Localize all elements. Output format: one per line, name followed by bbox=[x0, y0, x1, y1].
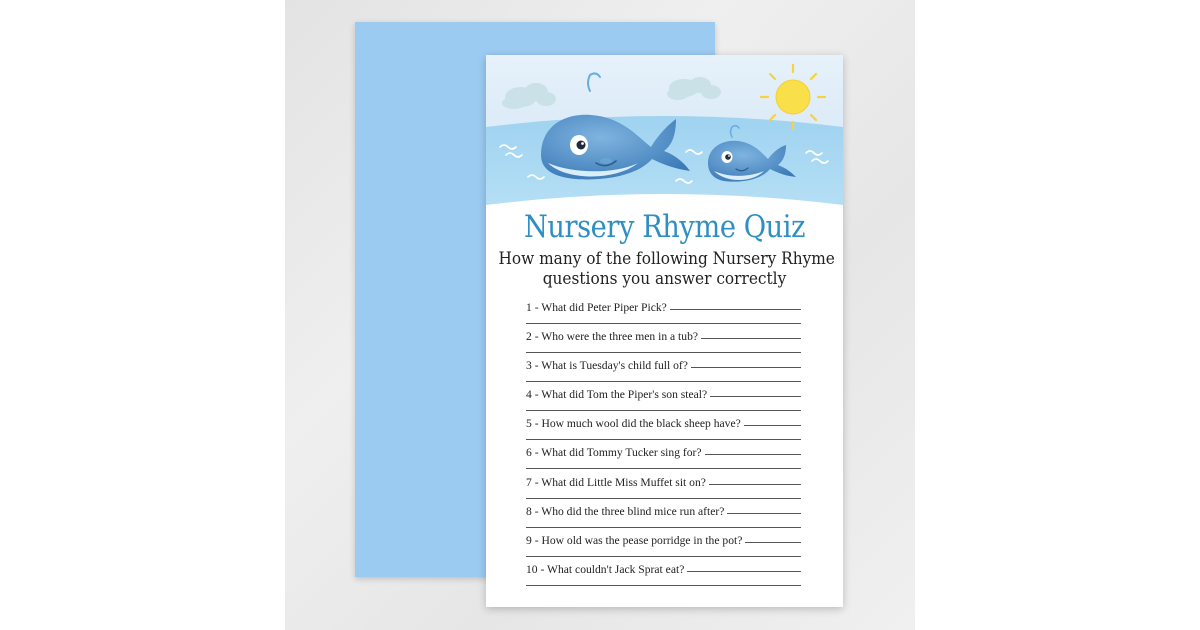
question-text: 8 - Who did the three blind mice run after? bbox=[526, 505, 727, 518]
instructions-line: How many of the following Nursery Rhyme bbox=[498, 249, 835, 268]
answer-line bbox=[526, 323, 801, 324]
question-text: 3 - What is Tuesday's child full of? bbox=[526, 359, 691, 372]
question-text: 7 - What did Little Miss Muffet sit on? bbox=[526, 476, 709, 489]
question-text: 1 - What did Peter Piper Pick? bbox=[526, 301, 670, 314]
question-item bbox=[526, 502, 801, 531]
question-text: 6 - What did Tommy Tucker sing for? bbox=[526, 446, 705, 459]
question-item bbox=[526, 356, 801, 385]
answer-line bbox=[526, 527, 801, 528]
question-text: 10 - What couldn't Jack Sprat eat? bbox=[526, 563, 687, 576]
answer-line bbox=[526, 585, 801, 586]
question-item bbox=[526, 385, 801, 414]
question-text: 4 - What did Tom the Piper's son steal? bbox=[526, 388, 710, 401]
answer-line bbox=[526, 439, 801, 440]
question-item bbox=[526, 531, 801, 560]
card-front bbox=[486, 55, 843, 607]
ocean-illustration bbox=[486, 55, 843, 220]
question-item bbox=[526, 443, 801, 472]
answer-line bbox=[526, 381, 801, 382]
answer-line bbox=[526, 498, 801, 499]
question-item bbox=[526, 560, 801, 589]
answer-line bbox=[526, 410, 801, 411]
answer-line bbox=[526, 352, 801, 353]
question-item bbox=[526, 298, 801, 327]
question-item bbox=[526, 414, 801, 443]
instructions-line: questions you answer correctly bbox=[542, 269, 787, 288]
quiz-title: Nursery Rhyme Quiz bbox=[523, 209, 806, 245]
answer-line bbox=[526, 556, 801, 557]
answer-line bbox=[526, 468, 801, 469]
quiz-instructions bbox=[498, 249, 835, 289]
question-list bbox=[526, 298, 801, 589]
question-text: 9 - How old was the pease porridge in the pot? bbox=[526, 534, 745, 547]
question-text: 2 - Who were the three men in a tub? bbox=[526, 330, 701, 343]
question-item bbox=[526, 327, 801, 356]
question-item bbox=[526, 473, 801, 502]
question-text: 5 - How much wool did the black sheep have? bbox=[526, 417, 744, 430]
